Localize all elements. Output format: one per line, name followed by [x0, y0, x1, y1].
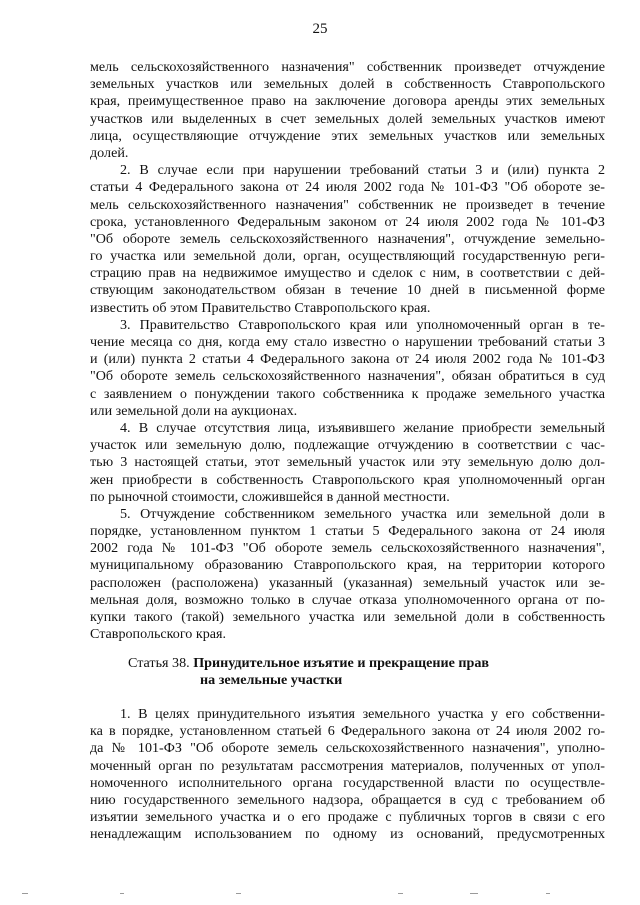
text-line: Ставропольского края.	[90, 626, 227, 643]
text-line: чение месяца со дня, когда ему стало известно о нарушении требований статьи 3	[90, 334, 605, 350]
scan-artifact	[470, 893, 478, 894]
scan-artifact	[398, 893, 403, 894]
text-line: "Об обороте земель сельскохозяйственного назначения", обязан обратиться в суд	[90, 368, 605, 385]
text-line: 3. Правительство Ставропольского края или уполномоченный орган в те-	[120, 316, 605, 333]
body-text-top	[90, 59, 605, 643]
text-line: го участка или земельной доли, орган, осуществляющий государственную реги-	[90, 248, 605, 265]
scan-artifact	[546, 893, 550, 894]
page-number: 25	[312, 21, 328, 37]
text-line: срока, установленного Федеральным законом от 24 июля 2002 года № 101-ФЗ	[90, 213, 605, 230]
text-line: мель сельскохозяйственного назначения" собственник произведет отчуждение	[90, 59, 605, 75]
text-line: мель сельскохозяйственного назначения" собственник не произведет в течение	[90, 196, 605, 213]
text-line: номоченного исполнительного органа государственной власти по осуществле-	[90, 774, 605, 791]
text-line: по рыночной стоимости, сложившейся в данной местности.	[90, 488, 450, 505]
text-line: известить об этом Правительство Ставропольского края.	[90, 299, 431, 316]
text-line: и (или) пункта 2 статьи 4 Федерального закона от 24 июля 2002 года № 101-ФЗ	[90, 351, 605, 368]
text-line: купки такого (такой) земельного участка или земельной доли в собственность	[90, 609, 605, 625]
text-line: да № 101-ФЗ "Об обороте земель сельскохозяйственного назначения", уполно-	[90, 740, 605, 757]
text-line: ка в порядке, установленном статьей 6 Федерального закона от 24 июля 2002 го-	[90, 723, 605, 740]
text-line: изъятии земельного участка и о его продаже с публичных торгов в связи с его	[90, 809, 605, 826]
paragraph	[90, 420, 605, 506]
text-line: или земельной доли на аукционах.	[90, 402, 298, 419]
text-line: нию государственного земельного надзора, обращается в суд с требованием об	[90, 791, 605, 808]
text-line: долей.	[90, 144, 129, 161]
text-line: статьи 4 Федерального закона от 24 июля 2002 года № 101-ФЗ "Об обороте зе-	[90, 179, 605, 196]
paragraph	[90, 506, 605, 644]
scan-artifact	[236, 893, 241, 894]
text-line: ствующим законодательством обязан в течение 10 дней в письменной форме	[90, 282, 605, 299]
text-line: ненадлежащим использованием по одному из оснований, предусмотренных	[90, 826, 605, 843]
paragraph	[90, 706, 605, 844]
text-line: земельных участков или земельных долей в собственность Ставропольского	[90, 76, 605, 93]
text-line: муниципальному образованию Ставропольского края, на территории которого	[90, 557, 605, 574]
paragraph	[90, 317, 605, 420]
text-line: 4. В случае отсутствия лица, изъявившего желание приобрести земельный	[120, 419, 605, 436]
text-line: моченный орган по результатам рассмотрения материалов, полученных от упол-	[90, 757, 605, 774]
text-line: порядке, установленном пунктом 1 статьи 5 Федерального закона от 24 июля	[90, 523, 605, 540]
text-line: с заявлением о понуждении такого собственника к продаже земельного участка	[90, 385, 605, 402]
text-line: "Об обороте земель сельскохозяйственного назначения", отчуждение земельно-	[90, 230, 605, 247]
text-line: лица, осуществляющие отчуждение этих земельных участков или земельных	[90, 127, 605, 144]
article-label: Статья 38.	[128, 655, 190, 671]
article-heading-line-1	[128, 655, 608, 672]
text-line: 2002 года № 101-ФЗ "Об обороте земель сельскохозяйственного назначения",	[90, 540, 605, 557]
text-line: участков или выделенных в счет земельных долей земельных участков имеют	[90, 110, 605, 127]
text-line: 5. Отчуждение собственником земельного участка или земельной доли в	[120, 505, 605, 522]
article-title-part-2: на земельные участки	[200, 672, 343, 689]
text-line: жен приобрести в собственность Ставропольского края уполномоченный орган	[90, 471, 605, 488]
text-line: тью 3 настоящей статьи, этот земельный участок или эту земельную долю дол-	[90, 454, 605, 471]
text-line: мельная доля, возможно только в случае отказа уполномоченного органа от по-	[90, 591, 605, 608]
paragraph	[90, 59, 605, 162]
text-line: 2. В случае если при нарушении требований статьи 3 и (или) пункта 2	[120, 162, 605, 179]
article-title-part-1: Принудительное изъятие и прекращение прав	[193, 655, 489, 671]
text-line: края, преимущественное право на заключение договора аренды этих земельных	[90, 93, 605, 110]
text-line: расположен (расположена) указанный (указанная) земельный участок или зе-	[90, 574, 605, 591]
article-heading	[128, 655, 608, 689]
text-line: участок или земельную долю, подлежащие отчуждению в соответствии с час-	[90, 437, 605, 454]
text-line: 1. В целях принудительного изъятия земельного участка у его собственни-	[120, 706, 605, 722]
body-text-bottom	[90, 706, 605, 844]
paragraph	[90, 162, 605, 317]
text-line: страцию прав на недвижимое имущество и сделок с ним, в соответствии с дей-	[90, 265, 605, 282]
scan-artifact	[120, 893, 124, 894]
scan-artifact	[22, 893, 28, 894]
